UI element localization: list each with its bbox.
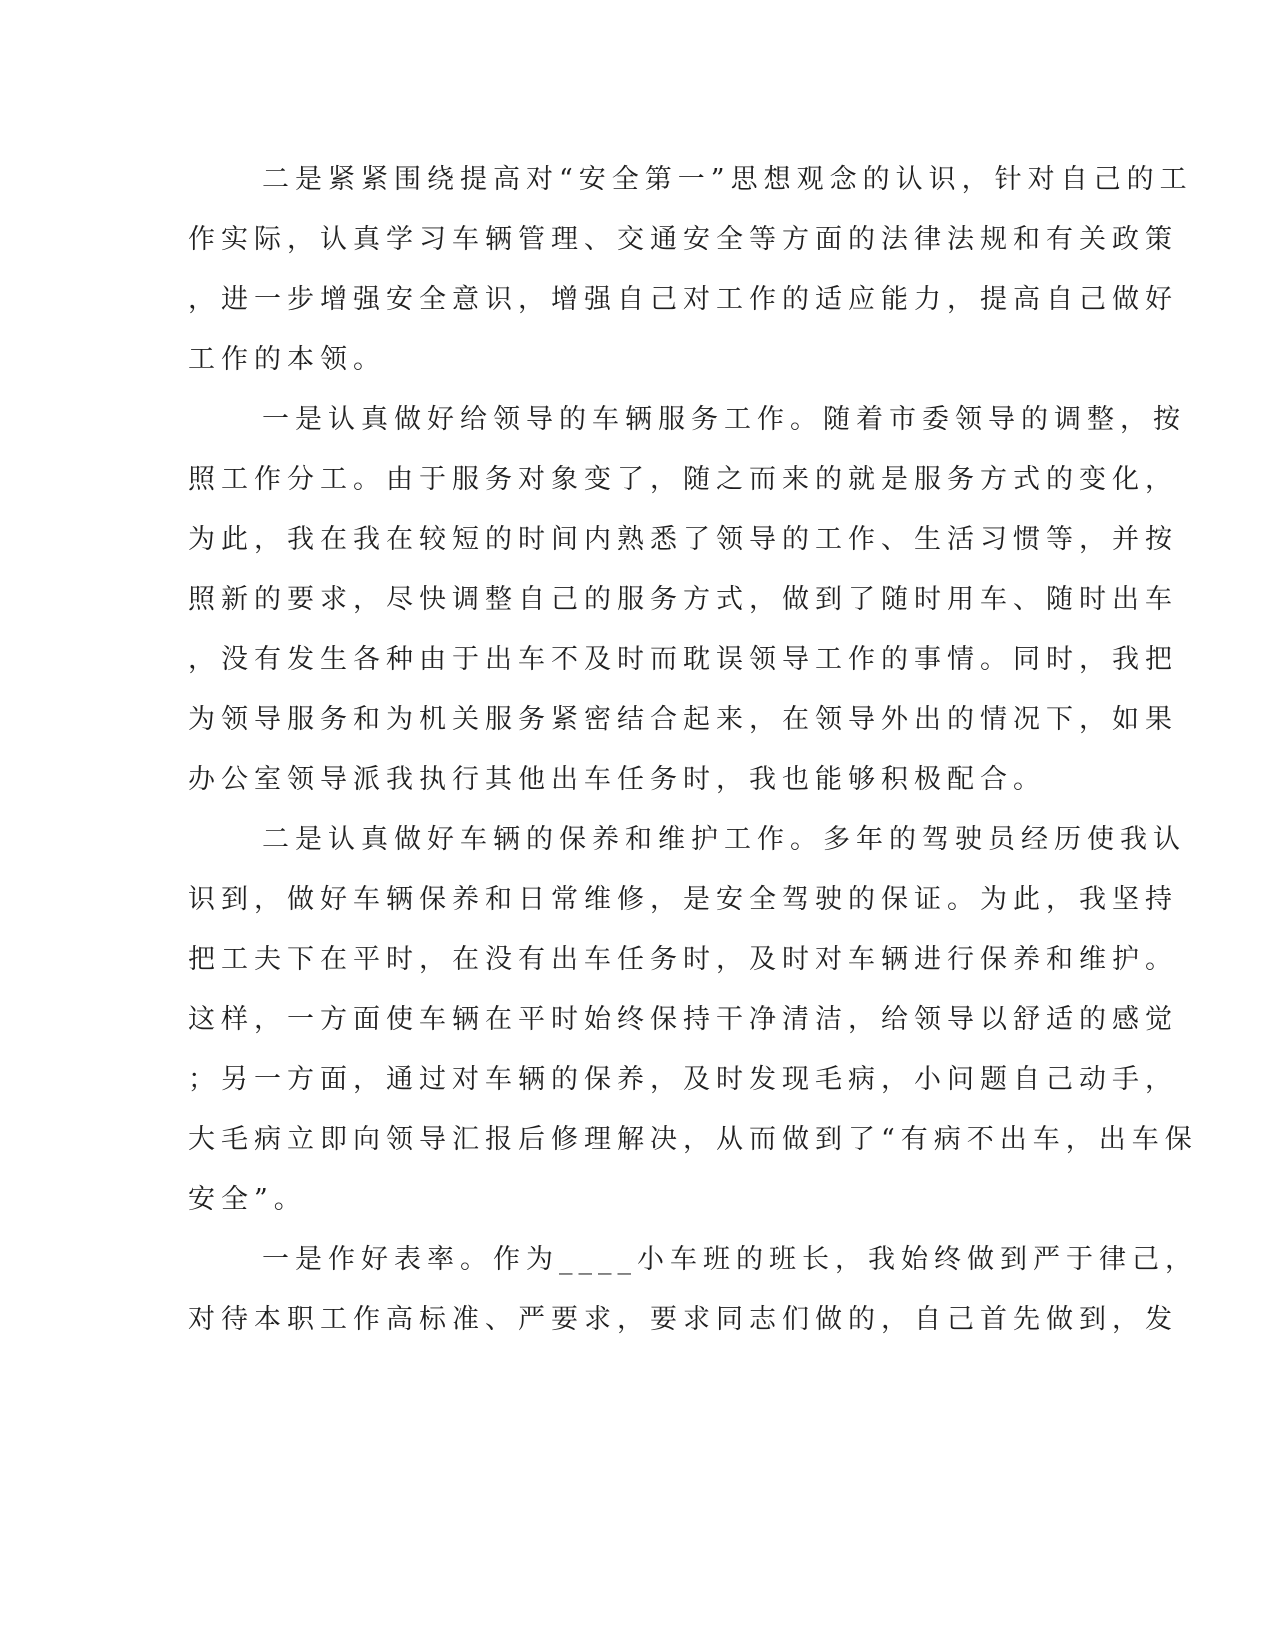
text-line: 这样，一方面使车辆在平时始终保持干净清洁，给领导以舒适的感觉	[188, 1004, 1178, 1035]
text-line: 办公室领导派我执行其他出车任务时，我也能够积极配合。	[188, 764, 1046, 795]
text-line: 二是认真做好车辆的保养和维护工作。多年的驾驶员经历使我认	[262, 824, 1186, 855]
text-line: 照新的要求，尽快调整自己的服务方式，做到了随时用车、随时出车	[188, 584, 1178, 615]
text-line: 照工作分工。由于服务对象变了，随之而来的就是服务方式的变化，	[188, 464, 1178, 495]
text-line: 识到，做好车辆保养和日常维修，是安全驾驶的保证。为此，我坚持	[188, 884, 1178, 915]
text-line: 二是紧紧围绕提高对“安全第一”思想观念的认识，针对自己的工	[262, 164, 1193, 195]
text-line: 把工夫下在平时，在没有出车任务时，及时对车辆进行保养和维护。	[188, 944, 1178, 975]
text-line: ，没有发生各种由于出车不及时而耽误领导工作的事情。同时，我把	[188, 644, 1178, 675]
text-line: 为领导服务和为机关服务紧密结合起来，在领导外出的情况下，如果	[188, 704, 1178, 735]
text-line: 大毛病立即向领导汇报后修理解决，从而做到了“有病不出车，出车保	[188, 1124, 1198, 1155]
text-line: 一是作好表率。作为____小车班的班长，我始终做到严于律己，	[262, 1244, 1198, 1275]
text-line: 作实际，认真学习车辆管理、交通安全等方面的法律法规和有关政策	[188, 224, 1178, 255]
text-line: 安全”。	[188, 1184, 307, 1215]
text-line: 为此，我在我在较短的时间内熟悉了领导的工作、生活习惯等，并按	[188, 524, 1178, 555]
text-line: 一是认真做好给领导的车辆服务工作。随着市委领导的调整，按	[262, 404, 1186, 435]
text-line: ；另一方面，通过对车辆的保养，及时发现毛病，小问题自己动手，	[188, 1064, 1178, 1095]
text-line: ，进一步增强安全意识，增强自己对工作的适应能力，提高自己做好	[188, 284, 1178, 315]
text-line: 工作的本领。	[188, 344, 386, 375]
text-line: 对待本职工作高标准、严要求，要求同志们做的，自己首先做到，发	[188, 1304, 1178, 1335]
